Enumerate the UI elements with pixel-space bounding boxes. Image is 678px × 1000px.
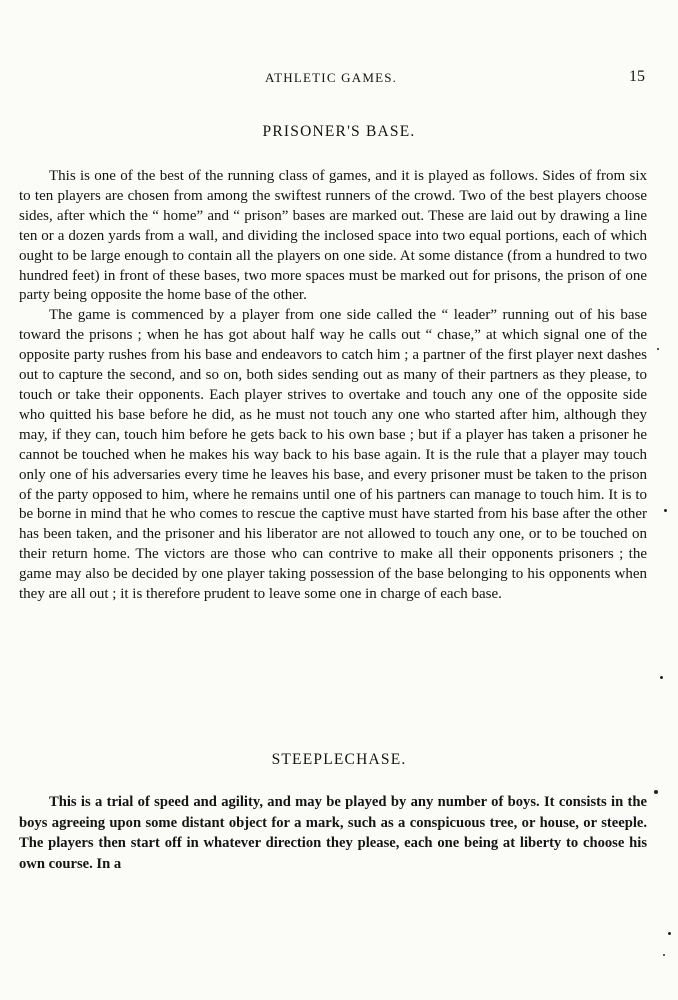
section-heading-steeplechase: STEEPLECHASE. bbox=[271, 751, 407, 768]
ink-speck bbox=[657, 348, 659, 350]
running-title: ATHLETIC GAMES. bbox=[265, 70, 398, 85]
paragraph: This is one of the best of the running class of games, and it is played as follows. Sides of from six to ten players are chosen from among the swiftest runners of the crowd. Two of the best players choose sides, after which the “ home” and “ prison” bases are marked out. These are laid out by drawing a line ten or a dozen yards from a wall, and dividing the inclosed space into two equal portions, each of which ought to be large enough to contain all the players on one side. At some distance (from a hundred to two hundred feet) in front of these bases, two more spaces must be marked out for prisons, the prison of one party being opposite the home base of the other. bbox=[19, 168, 647, 304]
section-heading-prisoners-base: PRISONER'S BASE. bbox=[262, 123, 416, 140]
section-body-steeplechase bbox=[19, 792, 647, 874]
ink-speck bbox=[668, 932, 671, 935]
paragraph: This is a trial of speed and agility, and may be played by any number of boys. It consists in the boys agreeing upon some distant object for a mark, such as a conspicuous tree, or house, or steeple. The players then start off in whatever direction they please, each one being at liberty to choose his own course. In a bbox=[19, 794, 647, 872]
ink-speck bbox=[660, 676, 663, 679]
paragraph: The game is commenced by a player from one side called the “ leader” running out of his base toward the prisons ; when he has got about half way he calls out “ chase,” at which signal one of the opposite party rushes from his base and endeavors to catch him ; a partner of the first player next dashes out to capture the second, and so on, both sides sending out as many of their partners as they please, to touch or take their opponents. Each player strives to overtake and touch any one of the opposite side who quitted his base before he did, as he must not touch any one who started after him, although they may, if they can, touch him before he gets back to his own base ; but if a player has taken a prisoner he cannot be touched when he makes his way back to his base again. It is the rule that a player may touch only one of his adversaries every time he leaves his base, and every prisoner must be taken to the prison of the party opposed to him, where he remains until one of his partners can manage to touch him. It is to be borne in mind that he who comes to rescue the captive must have started from his base after the other has been taken, and the prisoner and his liberator are not allowed to touch any one, or to be touched on their return home. The victors are those who can contrive to make all their opponents prisoners ; the game may also be decided by one player taking possession of the base belonging to his opponents when they are all out ; it is therefore prudent to leave some one in charge of each base. bbox=[19, 307, 647, 603]
ink-speck bbox=[664, 509, 667, 512]
ink-speck bbox=[663, 954, 665, 956]
page-number: 15 bbox=[629, 68, 645, 85]
section-body-prisoners-base bbox=[19, 167, 647, 605]
ink-speck bbox=[654, 790, 658, 794]
